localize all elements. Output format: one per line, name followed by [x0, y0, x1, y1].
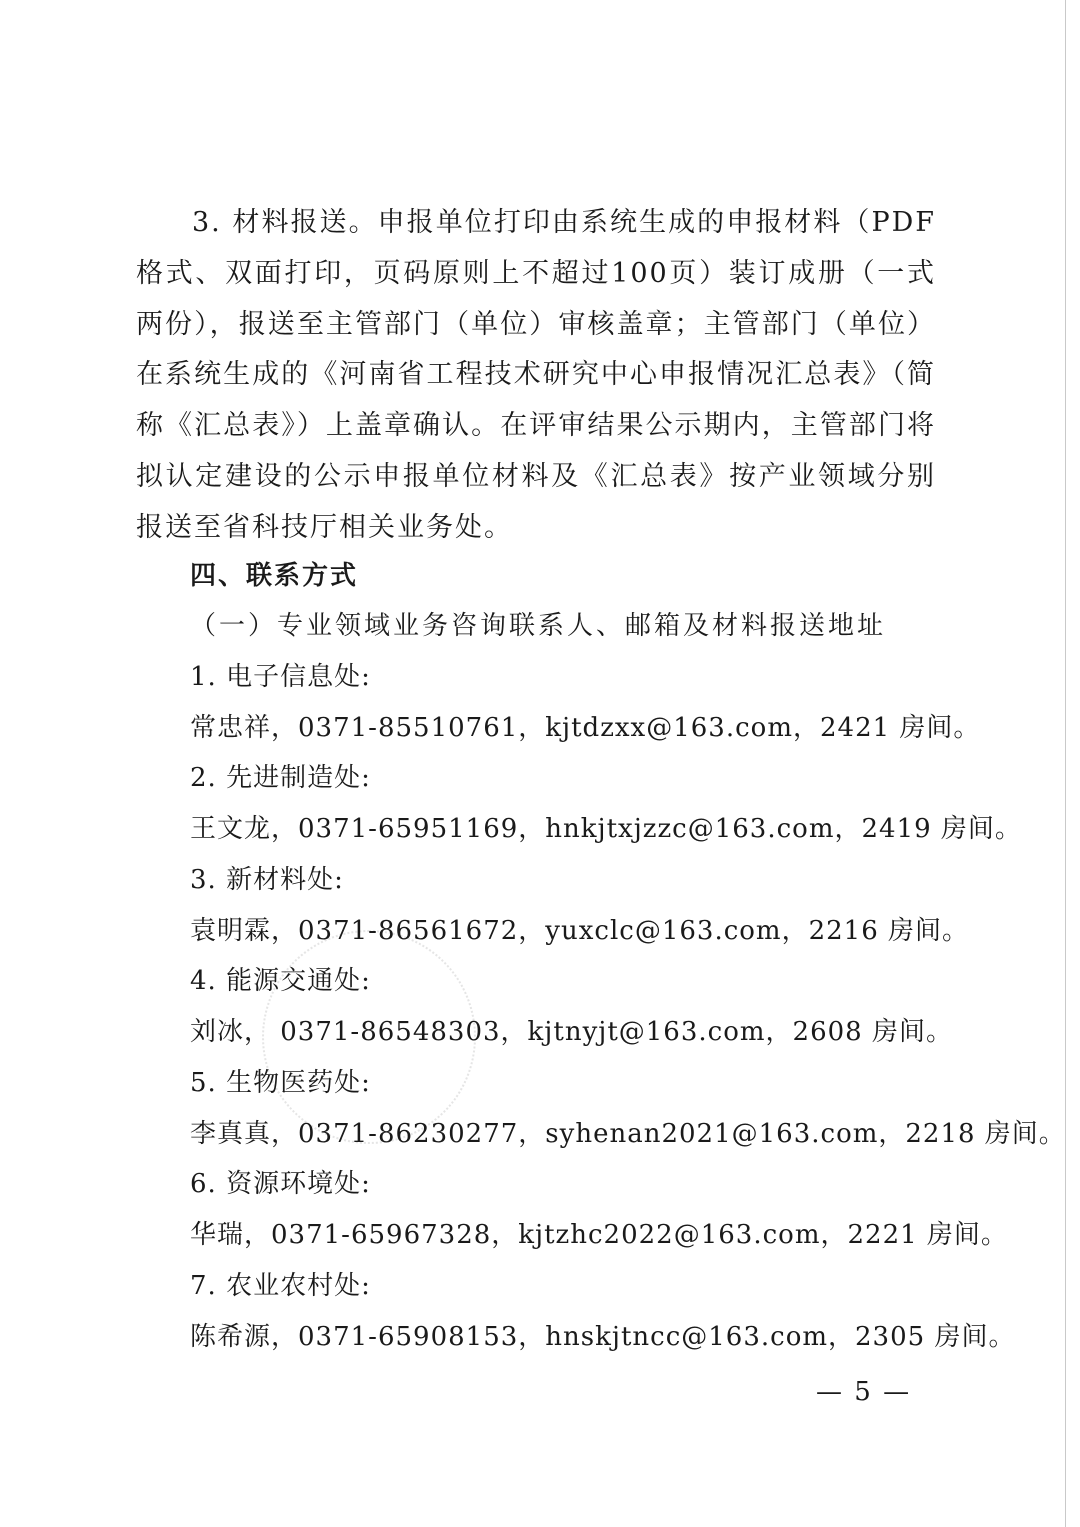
contact-dept-manufacturing: 2. 先进制造处:	[190, 763, 371, 793]
page-edge-line	[1065, 0, 1066, 1527]
page-number: — 5 —	[816, 1377, 912, 1407]
contact-dept-electronics: 1. 电子信息处:	[190, 662, 371, 692]
material-submission-paragraph: 3. 材料报送。申报单位打印由系统生成的申报材料（PDF格式、双面打印，页码原则上不超过100页）装订成册（一式两份），报送至主管部门（单位）审核盖章；主管部门（单位）在系统生成的《河南省工程技术研究中心申报情况汇总表》（简称《汇总表》）上盖章确认。在评审结果公示期内，主管部门将拟认定建设的公示申报单位材料及《汇总表》按产业领域分别报送至省科技厅相关业务处。	[136, 207, 936, 543]
contact-dept-environment: 6. 资源环境处:	[190, 1169, 371, 1199]
contact-detail-manufacturing: 王文龙，0371-65951169，hnkjtxjzzc@163.com，2419 房间。	[190, 814, 1022, 844]
contact-dept-materials: 3. 新材料处:	[190, 865, 344, 895]
contact-detail-biomedicine: 李真真，0371-86230277，syhenan2021@163.com，2218 房间。	[190, 1119, 1066, 1149]
contact-detail-agriculture: 陈希源，0371-65908153，hnskjtncc@163.com，2305 房间。	[190, 1322, 1016, 1352]
contact-dept-agriculture: 7. 农业农村处:	[190, 1271, 371, 1301]
contact-dept-energy: 4. 能源交通处:	[190, 966, 371, 996]
contact-detail-energy: 刘冰， 0371-86548303，kjtnyjt@163.com，2608 房间。	[190, 1017, 953, 1047]
contact-detail-environment: 华瑞，0371-65967328，kjtzhc2022@163.com，2221 房间。	[190, 1220, 1008, 1250]
contact-dept-biomedicine: 5. 生物医药处:	[190, 1068, 371, 1098]
contact-detail-materials: 袁明霖，0371-86561672，yuxclc@163.com，2216 房间。	[190, 916, 970, 946]
contact-detail-electronics: 常忠祥，0371-85510761，kjtdzxx@163.com，2421 房间。	[190, 713, 981, 743]
subsection-heading-consult: （一）专业领域业务咨询联系人、邮箱及材料报送地址	[190, 611, 887, 641]
section-heading-contact: 四、联系方式	[190, 561, 359, 591]
